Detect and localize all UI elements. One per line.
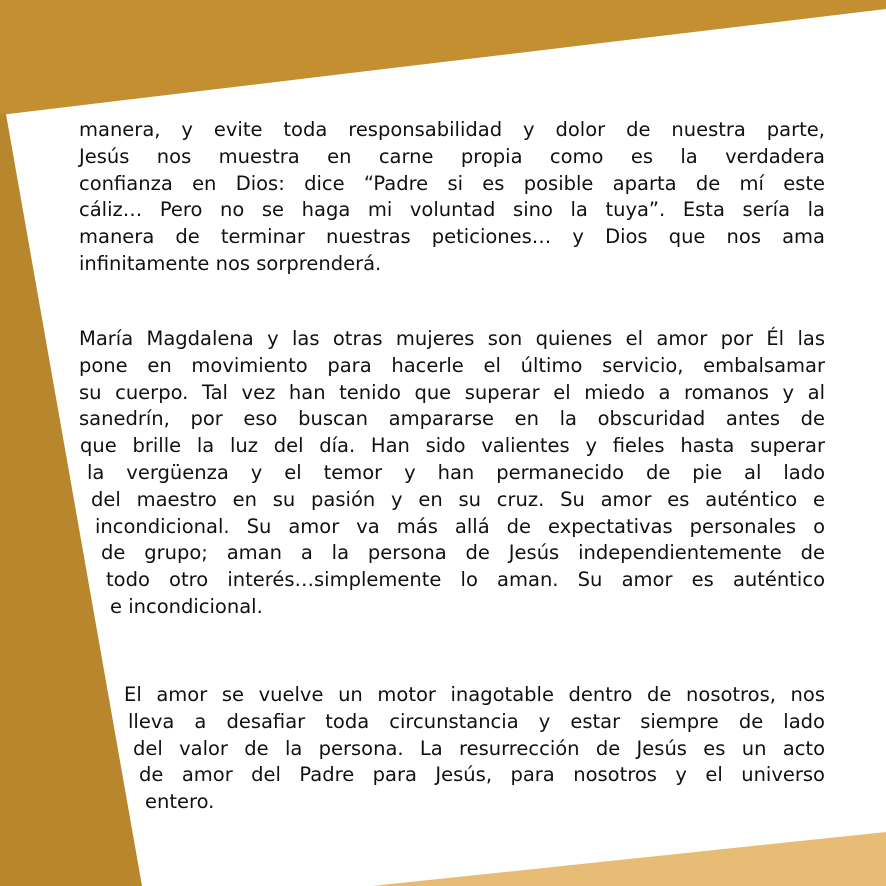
text-line: la vergüenza y el temor y han permanecido de pie al lado <box>87 460 825 484</box>
text-line: El amor se vuelve un motor inagotable dentro de nosotros, nos <box>124 683 825 706</box>
text-line: sanedrín, por eso buscan ampararse en la obscuridad antes de <box>79 407 825 431</box>
paragraph-3 <box>0 682 886 816</box>
text-line: su cuerpo. Tal vez han tenido que superar el miedo a romanos y al <box>79 380 825 404</box>
paragraph-1 <box>79 117 825 278</box>
text-line: cáliz… Pero no se haga mi voluntad sino la tuya”. Esta sería la <box>79 198 825 222</box>
text-line: todo otro interés…simplemente lo aman. Su amor es auténtico <box>106 568 825 592</box>
text-line: manera, y evite toda responsabilidad y dolor de nuestra parte, <box>79 118 825 141</box>
text-line: María Magdalena y las otras mujeres son quienes el amor por Él las <box>79 327 825 350</box>
text-line: del valor de la persona. La resurrección de Jesús es un acto <box>133 736 825 760</box>
paragraph-2 <box>0 326 886 621</box>
text-line: entero. <box>145 790 215 814</box>
text-line: incondicional. Su amor va más allá de expectativas personales o <box>95 514 825 538</box>
bottom-right-light-wedge <box>372 832 886 886</box>
text-line: lleva a desafiar toda circunstancia y estar siempre de lado <box>128 709 825 733</box>
text-line: Jesús nos muestra en carne propia como es la verdadera <box>79 144 825 168</box>
text-line: pone en movimiento para hacerle el último servicio, embalsamar <box>79 353 825 377</box>
text-line: de grupo; aman a la persona de Jesús independientemente de <box>101 541 825 565</box>
text-line: de amor del Padre para Jesús, para nosotros y el universo <box>139 763 825 787</box>
top-gold-band <box>0 0 886 115</box>
text-line: del maestro en su pasión y en su cruz. Su amor es auténtico e <box>91 487 825 511</box>
text-line: manera de terminar nuestras peticiones… y Dios que nos ama <box>79 225 825 249</box>
text-line: que brille la luz del día. Han sido valientes y fieles hasta superar <box>80 434 825 458</box>
text-line: confianza en Dios: dice “Padre si es posible aparta de mí este <box>79 171 825 195</box>
text-line: infinitamente nos sorprenderá. <box>79 251 382 275</box>
text-line: e incondicional. <box>110 594 263 618</box>
